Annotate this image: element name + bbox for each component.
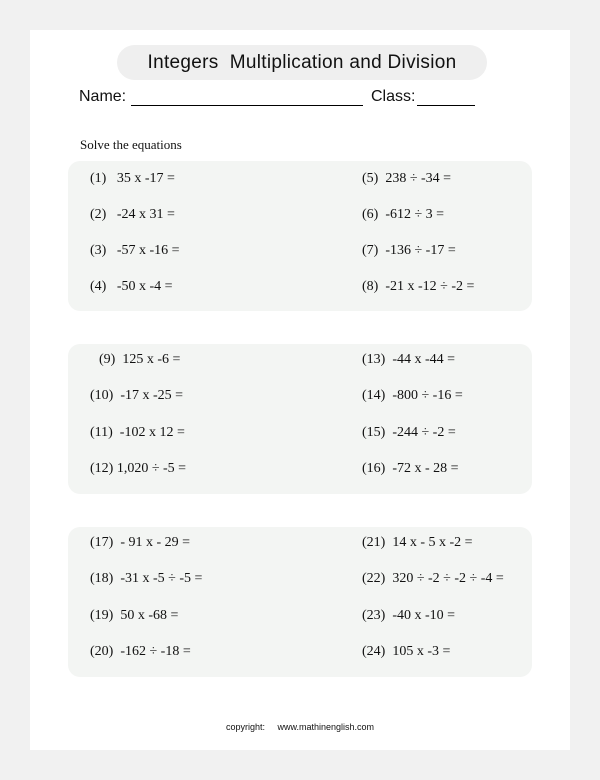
problem-21: (21) 14 x - 5 x -2 = [362,535,473,550]
problem-5: (5) 238 ÷ -34 = [362,171,452,186]
worksheet-page [30,30,570,750]
problem-11: (11) -102 x 12 = [90,425,185,440]
problem-18: (18) -31 x -5 ÷ -5 = [90,571,203,586]
problem-9: (9) 125 x -6 = [99,352,181,367]
problem-panel-3 [68,527,532,677]
problem-22: (22) 320 ÷ -2 ÷ -2 ÷ -4 = [362,571,504,586]
problem-1: (1) 35 x -17 = [90,171,175,186]
name-label: Name: [79,88,127,105]
class-label: Class: [371,88,416,105]
name-class-row [79,88,529,110]
problem-12: (12) 1,020 ÷ -5 = [90,461,187,476]
problem-24: (24) 105 x -3 = [362,644,451,659]
problem-4: (4) -50 x -4 = [90,279,173,294]
problem-23: (23) -40 x -10 = [362,608,456,623]
copyright-footer: copyright: www.mathinenglish.com [225,722,375,732]
name-blank-line[interactable] [131,105,363,106]
problem-7: (7) -136 ÷ -17 = [362,243,456,258]
problem-15: (15) -244 ÷ -2 = [362,425,456,440]
problem-3: (3) -57 x -16 = [90,243,180,258]
problem-panel-1 [68,161,532,311]
problem-14: (14) -800 ÷ -16 = [362,388,463,403]
problem-20: (20) -162 ÷ -18 = [90,644,191,659]
problem-2: (2) -24 x 31 = [90,207,175,222]
problem-6: (6) -612 ÷ 3 = [362,207,445,222]
problem-16: (16) -72 x - 28 = [362,461,459,476]
problem-10: (10) -17 x -25 = [90,388,184,403]
problem-panel-2 [68,344,532,494]
class-blank-line[interactable] [417,105,475,106]
instructions: Solve the equations [80,137,182,152]
problem-17: (17) - 91 x - 29 = [90,535,191,550]
worksheet-title: Integers Multiplication and Division [117,45,487,80]
problem-19: (19) 50 x -68 = [90,608,179,623]
problem-13: (13) -44 x -44 = [362,352,456,367]
problem-8: (8) -21 x -12 ÷ -2 = [362,279,475,294]
